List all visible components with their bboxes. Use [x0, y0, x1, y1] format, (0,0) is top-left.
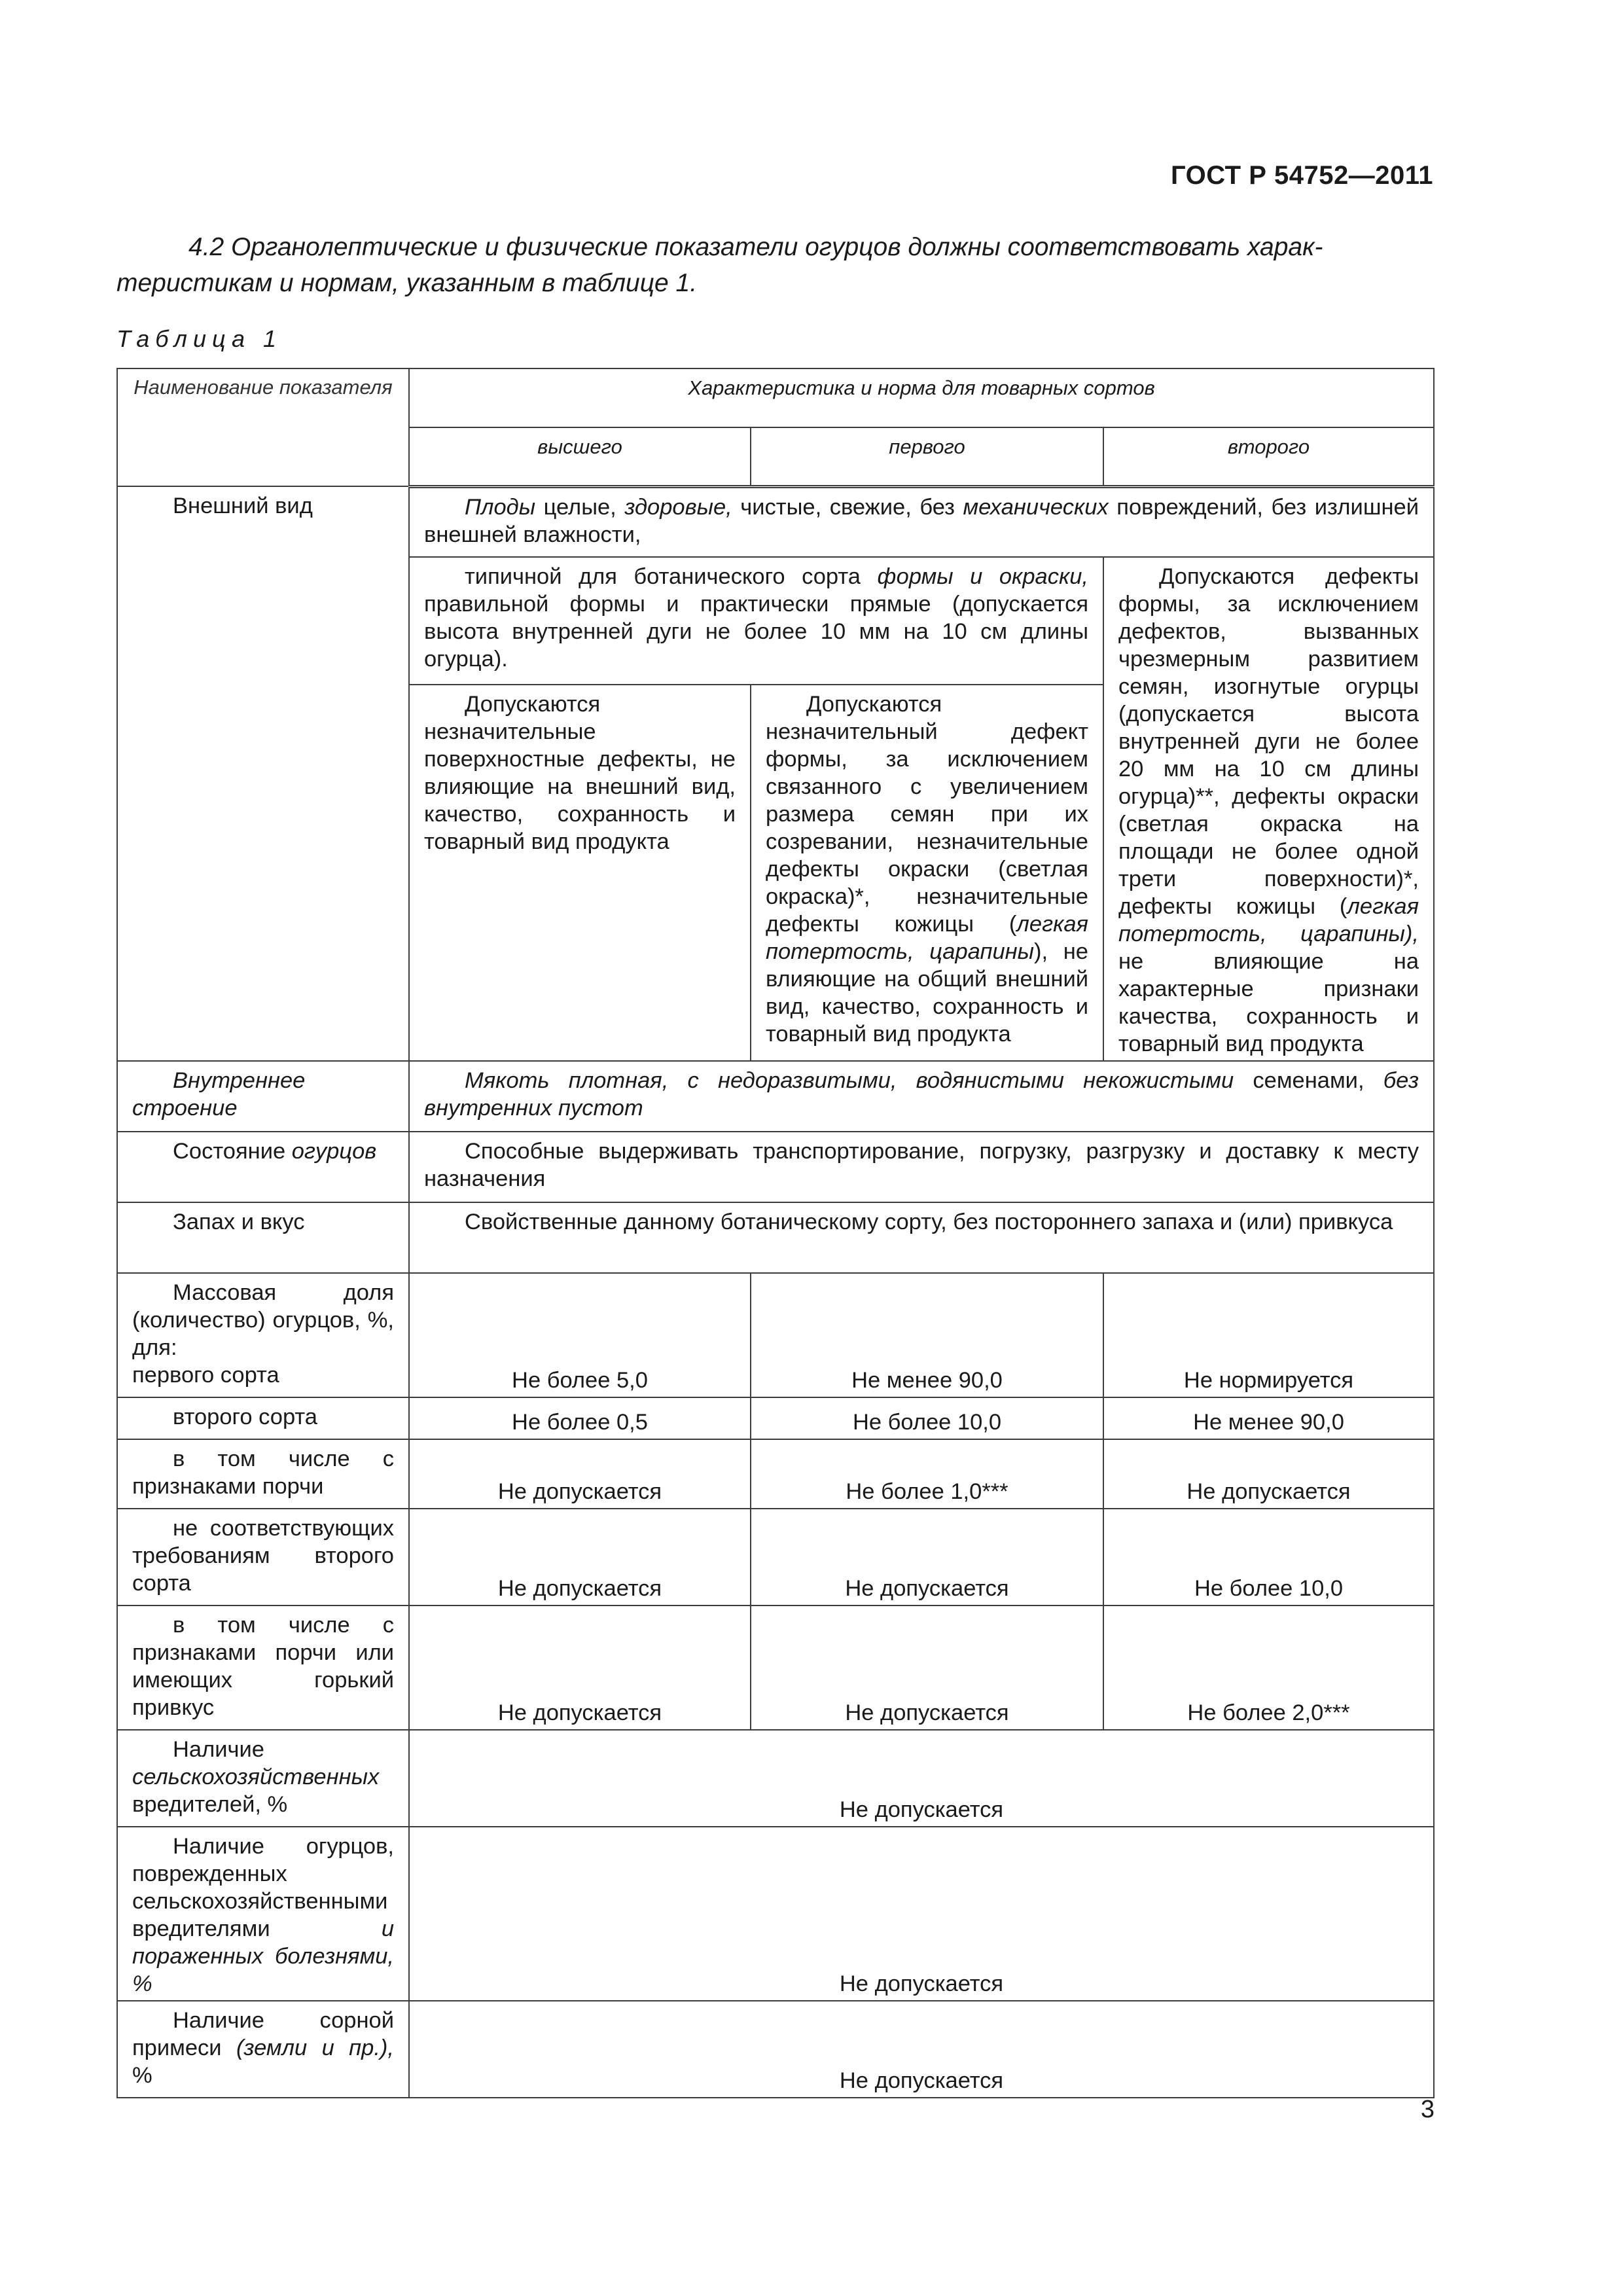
appearance-common: Плоды целые, здоровые, чистые, свежие, без механических повреждений, без излишней внешней влажности,	[409, 486, 1434, 557]
mass-row-label: в том числе с признаками порчи	[117, 1439, 409, 1509]
impurity-value: Не допускается	[409, 2001, 1434, 2098]
mass-value: Не допускается	[751, 1605, 1103, 1730]
mass-value: Не более 0,5	[409, 1397, 751, 1439]
mass-value: Не менее 90,0	[751, 1273, 1103, 1397]
mass-value: Не допускается	[1103, 1439, 1434, 1509]
mass-row-label: в том числе с признаками порчи или имеющих горький привкус	[117, 1605, 409, 1730]
header-grade-highest: высшего	[409, 427, 751, 486]
row-name-pests: Наличие сельскохозяйственных вредителей, %	[117, 1730, 409, 1827]
mass-value: Не допускается	[751, 1509, 1103, 1605]
document-code: ГОСТ Р 54752—2011	[1171, 161, 1433, 190]
appearance-second: Допускаются дефекты формы, за исключением дефектов, вызванных чрезмерным развитием семян, изогнутые огурцы (допускается высота внутренней дуги не более 20 мм на 10 см длины огурца)**, дефекты окраски (светлая окраска на площади не более одной трети поверхности)*, дефекты кожицы (легкая потертость, царапины), не влияющие на характерные признаки качества, сохранность и товарный вид продукта	[1103, 557, 1434, 1061]
table-caption: Таблица 1	[116, 325, 283, 352]
damaged-value: Не допускается	[409, 1827, 1434, 2001]
row-name-mass-share: Массовая доля (количество) огурцов, %, для: первого сорта	[117, 1273, 409, 1397]
pests-value: Не допускается	[409, 1730, 1434, 1827]
intro-paragraph	[116, 229, 1432, 301]
mass-value: Не нормируется	[1103, 1273, 1434, 1397]
row-name-damaged: Наличие огурцов, поврежденных сельскохозяйственными вредителями и пораженных болезнями, %	[117, 1827, 409, 2001]
header-indicator-name: Наименование показателя	[117, 368, 409, 486]
mass-row-label: первого сорта	[132, 1363, 279, 1388]
mass-value: Не допускается	[409, 1439, 751, 1509]
page-number: 3	[1420, 2096, 1435, 2123]
row-name-impurity: Наличие сорной примеси (земли и пр.), %	[117, 2001, 409, 2098]
header-grades-group: Характеристика и норма для товарных сортов	[409, 368, 1434, 427]
row-name-smell: Запах и вкус	[117, 1202, 409, 1273]
intro-line-2: теристикам и нормам, указанным в таблице 1.	[116, 269, 698, 297]
intro-line-1: 4.2 Органолептические и физические показатели огурцов должны соответствовать харак-	[188, 233, 1323, 261]
row-name-internal: Внутреннее строение	[117, 1061, 409, 1132]
mass-value: Не более 1,0***	[751, 1439, 1103, 1509]
quality-table	[116, 368, 1435, 2098]
mass-row-label: второго сорта	[117, 1397, 409, 1439]
mass-row-label: не соответствующих требованиям второго сорта	[117, 1509, 409, 1605]
mass-value: Не более 10,0	[751, 1397, 1103, 1439]
mass-value: Не менее 90,0	[1103, 1397, 1434, 1439]
mass-value: Не более 10,0	[1103, 1509, 1434, 1605]
internal-value: Мякоть плотная, с недоразвитыми, водянистыми некожистыми семенами, без внутренних пустот	[409, 1061, 1434, 1132]
appearance-highest-first: типичной для ботанического сорта формы и окраски, правильной формы и практически прямые (допускается высота внутренней дуги не более 10 мм на 10 см длины огурца).	[409, 557, 1103, 685]
row-name-condition: Состояние огурцов	[117, 1132, 409, 1202]
row-name-appearance: Внешний вид	[117, 486, 409, 1061]
appearance-highest: Допускаются незначительные поверхностные дефекты, не влияющие на внешний вид, качество, сохранность и товарный вид продукта	[409, 685, 751, 1061]
appearance-first: Допускаются незначительный дефект формы, за исключением связанного с увеличением размера семян при их созревании, незначительные дефекты окраски (светлая окраска)*, незначительные дефекты кожицы (легкая потертость, царапины), не влияющие на общий внешний вид, качество, сохранность и товарный вид продукта	[751, 685, 1103, 1061]
mass-value: Не допускается	[409, 1509, 751, 1605]
mass-value: Не более 2,0***	[1103, 1605, 1434, 1730]
header-grade-first: первого	[751, 427, 1103, 486]
condition-value: Способные выдерживать транспортирование, погрузку, разгрузку и доставку к месту назначения	[409, 1132, 1434, 1202]
mass-value: Не допускается	[409, 1605, 751, 1730]
smell-value: Свойственные данному ботаническому сорту, без постороннего запаха и (или) привкуса	[409, 1202, 1434, 1273]
header-grade-second: второго	[1103, 427, 1434, 486]
mass-value: Не более 5,0	[409, 1273, 751, 1397]
